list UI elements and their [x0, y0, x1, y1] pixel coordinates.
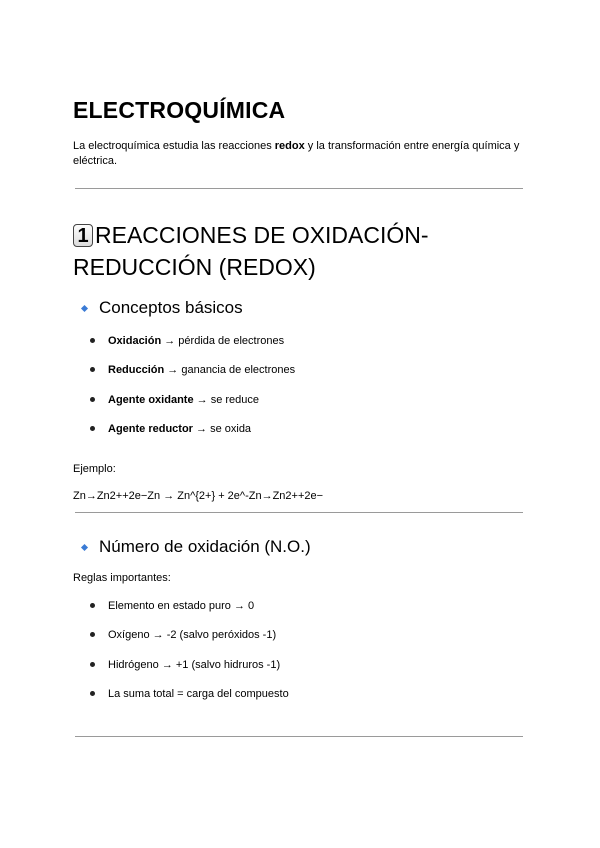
- intro-bold-term: redox: [274, 140, 305, 152]
- conceptos-list: [90, 334, 295, 451]
- intro-text-end: y la transformación entre energía química y eléctrica.: [73, 140, 520, 167]
- bullet-icon: [90, 426, 95, 431]
- bullet-icon: [90, 603, 95, 608]
- list-item-term: Oxidación: [108, 335, 162, 347]
- example-formula: Zn→Zn2++2e−Zn → Zn^{2+} + 2e^-Zn→Zn2++2e−: [73, 490, 324, 502]
- list-item-text: Elemento en estado puro → 0: [108, 600, 255, 612]
- keycap-number-icon: 1: [73, 224, 93, 247]
- list-item-term: Agente oxidante: [108, 393, 194, 406]
- bullet-icon: [90, 632, 95, 637]
- list-item: [90, 658, 289, 687]
- list-item-desc: → pérdida de electrones: [161, 335, 285, 347]
- list-item-text: Hidrógeno → +1 (salvo hidruros -1): [108, 658, 281, 671]
- list-item: [90, 334, 295, 363]
- list-item: [90, 628, 289, 657]
- intro-text-start: La electroquímica estudia las reacciones: [73, 140, 275, 152]
- bullet-icon: [90, 691, 95, 696]
- horizontal-divider: [75, 188, 523, 189]
- list-item: [90, 599, 289, 628]
- bullet-icon: [90, 662, 95, 667]
- list-item-desc: → se reduce: [193, 393, 259, 406]
- horizontal-divider: [75, 512, 523, 513]
- rules-label: Reglas importantes:: [73, 572, 171, 584]
- horizontal-divider: [75, 736, 523, 737]
- blue-diamond-icon: [81, 543, 88, 550]
- document-title: ELECTROQUÍMICA: [73, 97, 286, 123]
- list-item-desc: → ganancia de electrones: [164, 364, 296, 377]
- reglas-list: [90, 599, 289, 716]
- list-item: [90, 363, 295, 392]
- intro-paragraph: [73, 139, 533, 169]
- example-label: Ejemplo:: [73, 463, 116, 475]
- subheading-conceptos: [80, 298, 243, 318]
- list-item-desc: → se oxida: [192, 422, 252, 435]
- list-item-text: La suma total = carga del compuesto: [108, 687, 289, 700]
- list-item-term: Agente reductor: [108, 422, 193, 435]
- subheading-label: Conceptos básicos: [99, 298, 243, 317]
- bullet-icon: [90, 397, 95, 402]
- section-title: REACCIONES DE OXIDACIÓN-REDUCCIÓN (REDOX): [73, 222, 429, 280]
- subheading-label: Número de oxidación (N.O.): [99, 537, 311, 556]
- bullet-icon: [90, 367, 95, 372]
- list-item: [90, 422, 295, 451]
- list-item-text: Oxígeno → -2 (salvo peróxidos -1): [108, 629, 277, 642]
- list-item: [90, 393, 295, 422]
- list-item-term: Reducción: [108, 364, 165, 377]
- subheading-numero-oxidacion: [80, 537, 311, 557]
- blue-diamond-icon: [81, 304, 88, 311]
- section-heading: [73, 219, 533, 283]
- list-item: [90, 687, 289, 716]
- bullet-icon: [90, 338, 95, 343]
